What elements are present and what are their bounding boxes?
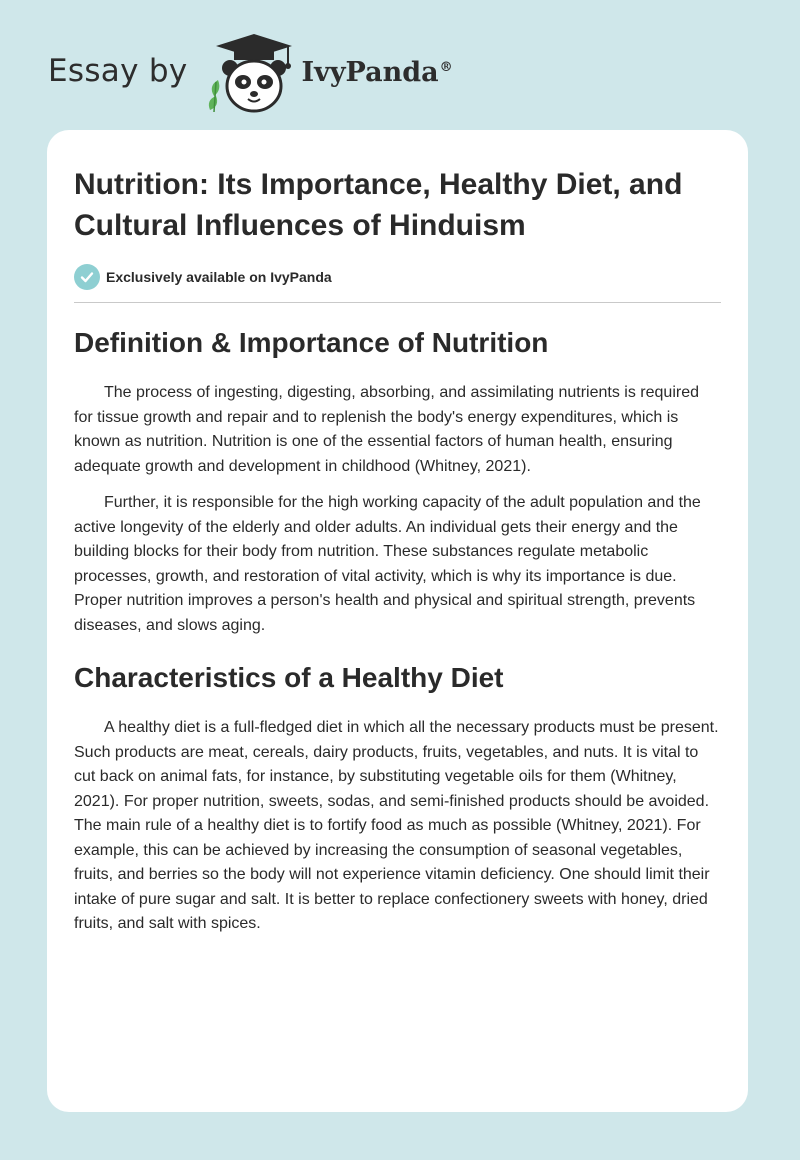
paragraph: A healthy diet is a full-fledged diet in which all the necessary products must be present. Such products are meat, cereals, dairy products, fruits, vegetables, and nuts. It is vital to cut back on animal fats, for instance, by substituting vegetable oils for them (Whitney, 2021). For proper nutrition, sweets, sodas, and semi-finished products should be avoided. The main rule of a healthy diet is to fortify food as much as possible (Whitney, 2021). For example, this can be achieved by increasing the consumption of seasonal vegetables, fruits, and berries so the body will not experience vitamin deficiency. One should limit their intake of pure sugar and salt. It is better to replace confectionery sweets with honey, dried fruits, and salt with spices. bbox=[74, 719, 719, 932]
paragraph: Further, it is responsible for the high working capacity of the adult population and the active longevity of the elderly and older adults. An individual gets their energy and the building blocks for their body from nutrition. These substances regulate metabolic processes, growth, and restoration of vital activity, which is why its importance is due. Proper nutrition improves a person's health and physical and spiritual strength, prevents diseases, and slows aging. bbox=[74, 494, 701, 634]
section-heading: Characteristics of a Healthy Diet bbox=[74, 662, 504, 693]
paragraph: The process of ingesting, digesting, absorbing, and assimilating nutrients is required for tissue growth and repair and to replenish the body's energy expenditures, which is known as nutrition. Nutrition is one of the essential factors of human health, ensuring adequate growth and development in childhood (Whitney, 2021). bbox=[74, 384, 699, 475]
exclusive-badge bbox=[74, 264, 721, 290]
divider bbox=[74, 302, 721, 303]
section-healthy-diet bbox=[74, 660, 721, 937]
check-circle-icon bbox=[74, 264, 100, 290]
section-definition bbox=[74, 325, 721, 638]
site-header bbox=[48, 34, 453, 114]
article-title: Nutrition: Its Importance, Healthy Diet, and Cultural Influences of Hinduism bbox=[74, 168, 683, 242]
essay-by-label: Essay by bbox=[48, 53, 188, 89]
section-heading: Definition & Importance of Nutrition bbox=[74, 327, 549, 358]
brand-name[interactable]: IvyPanda® bbox=[301, 56, 453, 88]
panda-logo-icon[interactable] bbox=[202, 34, 298, 114]
exclusive-badge-label: Exclusively available on IvyPanda bbox=[106, 269, 332, 285]
registered-mark: ® bbox=[439, 59, 453, 75]
article-card bbox=[47, 130, 748, 1112]
